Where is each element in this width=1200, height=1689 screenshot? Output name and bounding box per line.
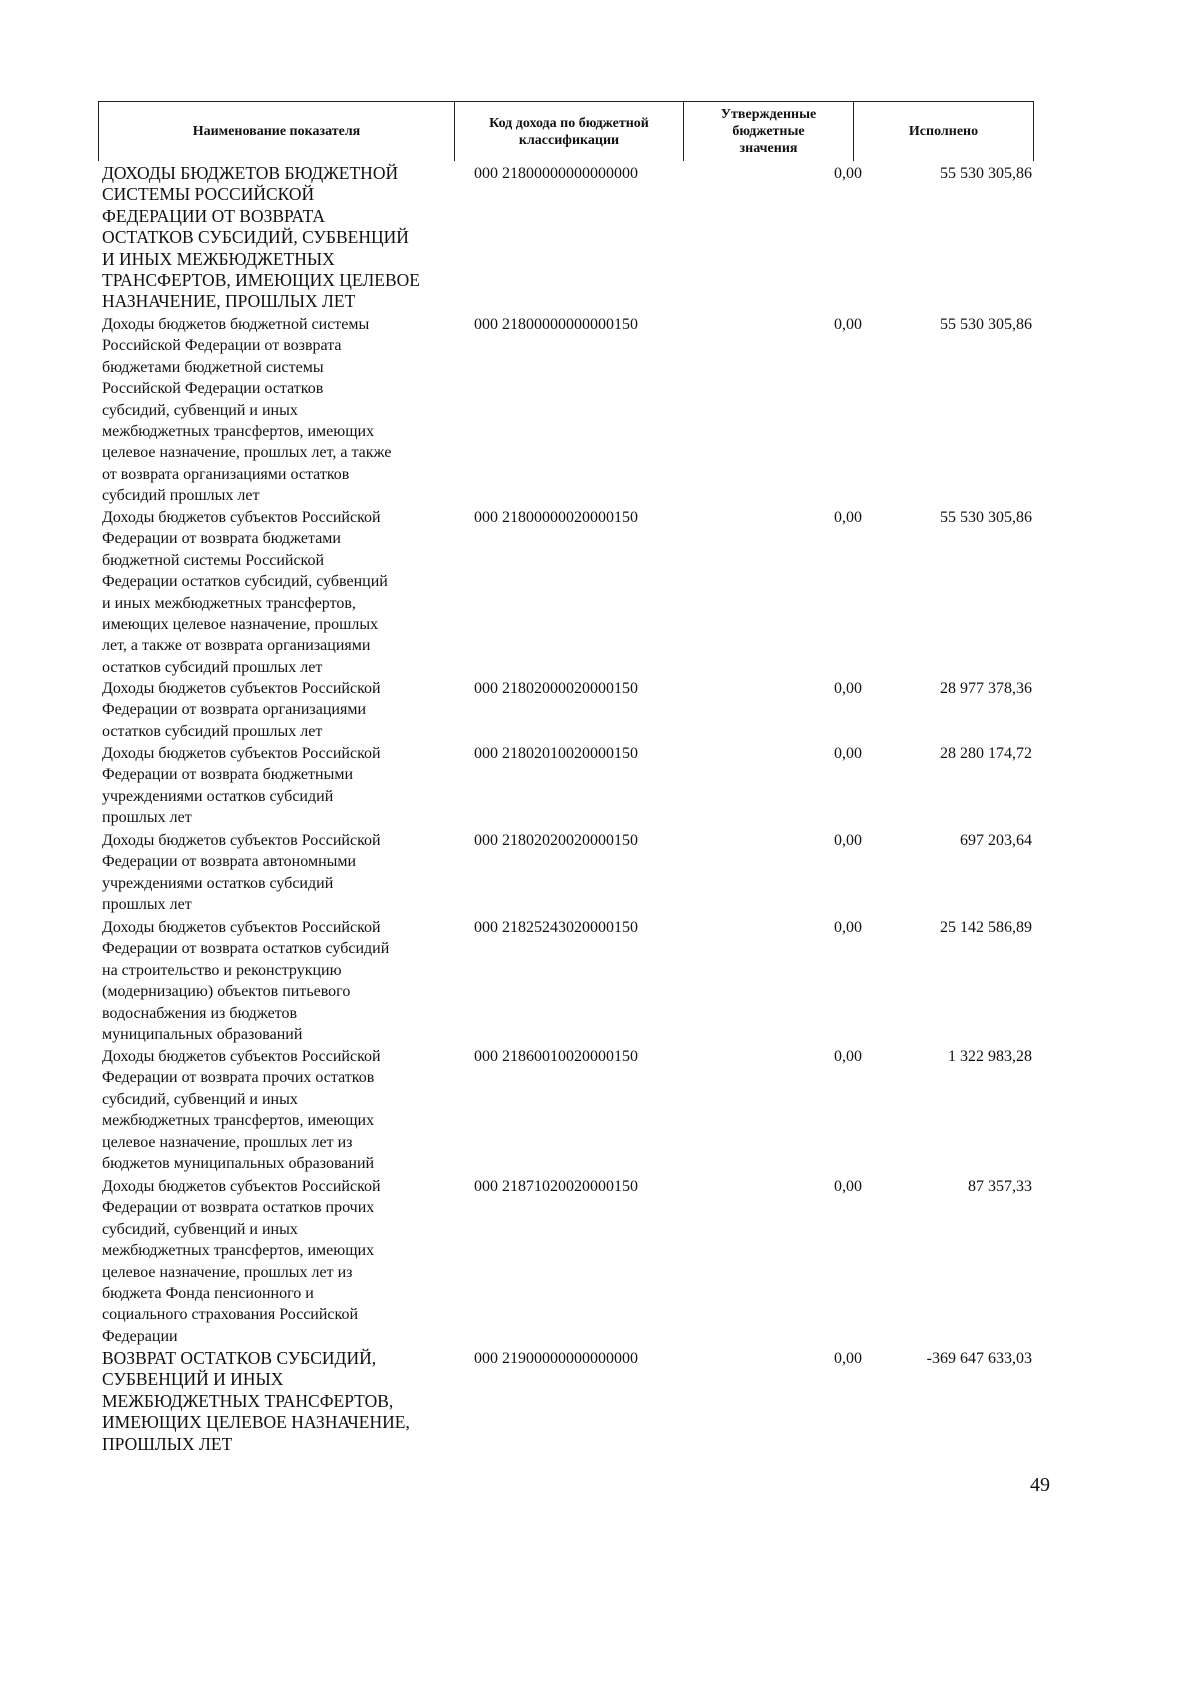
row-approved: 0,00 xyxy=(834,745,862,762)
row-code: 000 21800000020000150 xyxy=(474,509,638,526)
row-name: ДОХОДЫ БЮДЖЕТОВ БЮДЖЕТНОЙ СИСТЕМЫ РОССИЙСКОЙ ФЕДЕРАЦИИ ОТ ВОЗВРАТА ОСТАТКОВ СУБСИДИЙ, СУБВЕНЦИЙ И ИНЫХ МЕЖБЮДЖЕТНЫХ ТРАНСФЕРТОВ, ИМЕЮЩИХ ЦЕЛЕВОЕ НАЗНАЧЕНИЕ, ПРОШЛЫХ ЛЕТ xyxy=(102,163,420,312)
row-name: Доходы бюджетов субъектов Российской Федерации от возврата остатков прочих субсидий, субвенций и иных межбюджетных трансфертов, имеющих целевое назначение, прошлых лет из бюджета Фонда пенсионного и социального страхования Российской Федерации xyxy=(102,1178,381,1345)
table-header xyxy=(98,101,1034,161)
row-executed: 28 280 174,72 xyxy=(940,745,1032,762)
row-executed: 55 530 305,86 xyxy=(940,509,1032,526)
row-executed: 1 322 983,28 xyxy=(948,1048,1032,1065)
row-name: ВОЗВРАТ ОСТАТКОВ СУБСИДИЙ, СУБВЕНЦИЙ И ИНЫХ МЕЖБЮДЖЕТНЫХ ТРАНСФЕРТОВ, ИМЕЮЩИХ ЦЕЛЕВОЕ НАЗНАЧЕНИЕ, ПРОШЛЫХ ЛЕТ xyxy=(102,1348,410,1454)
row-name: Доходы бюджетов субъектов Российской Федерации от возврата бюджетами бюджетной системы Российской Федерации остатков субсидий, субвенций и иных межбюджетных трансфертов, имеющих целевое назначение, прошлых лет, а также от возврата организациями остатков субсидий прошлых лет xyxy=(102,509,388,676)
row-executed: 697 203,64 xyxy=(960,832,1032,849)
row-executed: 28 977 378,36 xyxy=(940,680,1032,697)
page-number: 49 xyxy=(1030,1474,1050,1496)
row-name: Доходы бюджетов субъектов Российской Федерации от возврата автономными учреждениями остатков субсидий прошлых лет xyxy=(102,832,381,914)
row-code: 000 21802020020000150 xyxy=(474,832,638,849)
row-name: Доходы бюджетов субъектов Российской Федерации от возврата остатков субсидий на строительство и реконструкцию (модернизацию) объектов питьевого водоснабжения из бюджетов муниципальных образований xyxy=(102,919,390,1044)
row-code: 000 21800000000000150 xyxy=(474,316,638,333)
row-code: 000 21871020020000150 xyxy=(474,1178,638,1195)
row-executed: 55 530 305,86 xyxy=(940,165,1032,182)
row-name: Доходы бюджетов субъектов Российской Федерации от возврата организациями остатков субсидий прошлых лет xyxy=(102,680,381,740)
row-approved: 0,00 xyxy=(834,1350,862,1367)
row-code: 000 21900000000000000 xyxy=(474,1350,638,1367)
row-code: 000 21802010020000150 xyxy=(474,745,638,762)
header-approved: Утвержденные бюджетные значения xyxy=(683,102,853,161)
header-executed: Исполнено xyxy=(853,102,1033,161)
row-approved: 0,00 xyxy=(834,919,862,936)
row-name: Доходы бюджетов субъектов Российской Федерации от возврата бюджетными учреждениями остатков субсидий прошлых лет xyxy=(102,745,381,827)
row-executed: 25 142 586,89 xyxy=(940,919,1032,936)
row-executed: 55 530 305,86 xyxy=(940,316,1032,333)
row-code: 000 21802000020000150 xyxy=(474,680,638,697)
row-approved: 0,00 xyxy=(834,165,862,182)
row-approved: 0,00 xyxy=(834,832,862,849)
row-name: Доходы бюджетов субъектов Российской Федерации от возврата прочих остатков субсидий, субвенций и иных межбюджетных трансфертов, имеющих целевое назначение, прошлых лет из бюджетов муниципальных образований xyxy=(102,1048,381,1173)
row-executed: -369 647 633,03 xyxy=(926,1350,1032,1367)
row-name: Доходы бюджетов бюджетной системы Российской Федерации от возврата бюджетами бюджетной системы Российской Федерации остатков субсидий, субвенций и иных межбюджетных трансфертов, имеющих целевое назначение, прошлых лет, а также от возврата организациями остатков субсидий прошлых лет xyxy=(102,316,392,505)
header-code: Код дохода по бюджетной классификации xyxy=(454,102,683,161)
row-code: 000 21860010020000150 xyxy=(474,1048,638,1065)
header-name: Наименование показателя xyxy=(192,124,361,139)
row-executed: 87 357,33 xyxy=(968,1178,1032,1195)
row-approved: 0,00 xyxy=(834,1178,862,1195)
row-approved: 0,00 xyxy=(834,680,862,697)
row-approved: 0,00 xyxy=(834,1048,862,1065)
row-code: 000 21800000000000000 xyxy=(474,165,638,182)
row-code: 000 21825243020000150 xyxy=(474,919,638,936)
row-approved: 0,00 xyxy=(834,509,862,526)
row-approved: 0,00 xyxy=(834,316,862,333)
